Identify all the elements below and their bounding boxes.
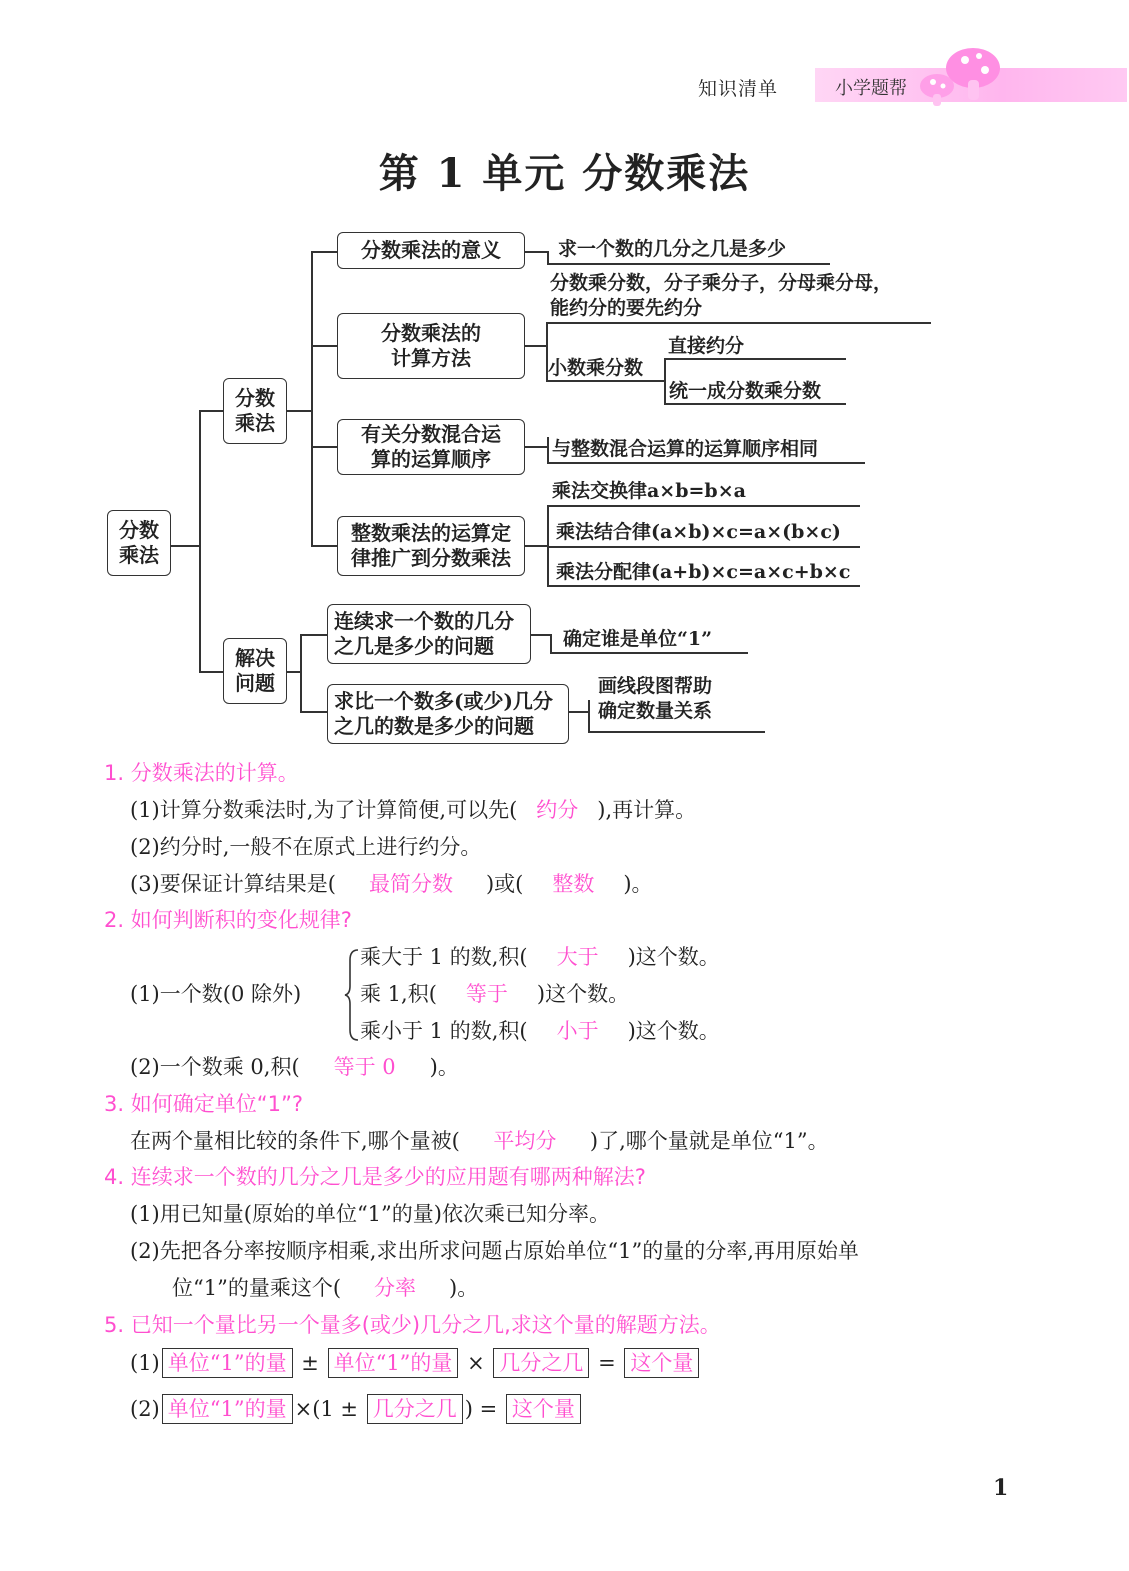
- q2-answer2: 等于: [465, 982, 508, 1006]
- mindmap-node-more-less: 求比一个数多(或少)几分 之几的数是多少的问题: [327, 684, 569, 744]
- mindmap-node-laws: 整数乘法的运算定 律推广到分数乘法: [337, 516, 525, 576]
- q1-answer2: 最简分数: [368, 872, 453, 896]
- mindmap-node-meaning: 分数乘法的意义: [337, 232, 525, 269]
- q2-title: 2. 如何判断积的变化规律?: [104, 908, 352, 932]
- mindmap-leaf-distributive: 乘法分配律(a+b)×c=a×c+b×c: [556, 561, 851, 583]
- q5-f1-box-c: 几分之几: [493, 1348, 589, 1378]
- q2-answer4: 等于 0: [333, 1055, 396, 1079]
- q4-line3: 位“1”的量乘这个( 分率 )。: [172, 1272, 478, 1302]
- mindmap-node-method: 分数乘法的 计算方法: [337, 313, 525, 379]
- header-left-text: 知识清单: [698, 78, 779, 100]
- q2-line1-head: (1)一个数(0 除外): [130, 982, 302, 1006]
- mindmap-node-successive: 连续求一个数的几分 之几是多少的问题: [327, 604, 531, 664]
- curly-brace: [344, 948, 360, 1042]
- q1-answer3: 整数: [552, 872, 595, 896]
- mindmap-branch-problems: 解决 问题: [223, 638, 287, 704]
- q5-f1-box-a: 单位“1”的量: [162, 1348, 293, 1378]
- mindmap-leaf-meaning: 求一个数的几分之几是多少: [558, 238, 787, 260]
- q4-title: 4. 连续求一个数的几分之几是多少的应用题有哪两种解法?: [104, 1165, 646, 1189]
- q2-case3: 乘小于 1 的数,积( 小于 )这个数。: [360, 1015, 720, 1045]
- q4-line2: (2)先把各分率按顺序相乘,求出所求问题占原始单位“1”的量的分率,再用原始单: [130, 1239, 859, 1263]
- header-right-text: 小学题帮: [835, 78, 907, 99]
- q5-f1-box-d: 这个量: [624, 1348, 699, 1378]
- mindmap-leaf-direct-reduce: 直接约分: [668, 335, 745, 357]
- mindmap-leaf-unify: 统一成分数乘分数: [669, 380, 822, 402]
- mushroom-icon: [915, 40, 1005, 112]
- q5-f2-box-a: 单位“1”的量: [162, 1394, 293, 1424]
- q4-line1: (1)用已知量(原始的单位“1”的量)依次乘已知分率。: [130, 1202, 610, 1226]
- q5-formula1: (1) 单位“1”的量 ± 单位“1”的量 × 几分之几 = 这个量: [130, 1348, 701, 1378]
- page-title: 第 1 单元 分数乘法: [378, 150, 751, 197]
- q4-answer: 分率: [374, 1276, 417, 1300]
- mindmap-leaf-associative: 乘法结合律(a×b)×c=a×(b×c): [556, 521, 841, 543]
- q1-line1: (1)计算分数乘法时,为了计算简便,可以先( 约分 ),再计算。: [130, 794, 696, 824]
- q3-answer: 平均分: [493, 1129, 557, 1153]
- mindmap-branch-multiplication: 分数 乘法: [223, 378, 287, 444]
- page-number: 1: [993, 1475, 1009, 1501]
- q1-line2: (2)约分时,一般不在原式上进行约分。: [130, 835, 482, 859]
- mindmap-leaf-commutative: 乘法交换律a×b=b×a: [552, 480, 746, 502]
- q2-line2: (2)一个数乘 0,积( 等于 0 )。: [130, 1051, 459, 1081]
- q3-line1: 在两个量相比较的条件下,哪个量被( 平均分 )了,哪个量就是单位“1”。: [130, 1125, 829, 1155]
- q1-line3: (3)要保证计算结果是( 最简分数 )或( 整数 )。: [130, 868, 653, 898]
- q2-answer1: 大于: [556, 945, 599, 969]
- q5-formula2: (2) 单位“1”的量 ×(1 ± 几分之几 ) = 这个量: [130, 1394, 583, 1424]
- q2-answer3: 小于: [556, 1019, 599, 1043]
- q1-answer1: 约分: [536, 798, 579, 822]
- q2-case2: 乘 1,积( 等于 )这个数。: [360, 978, 629, 1008]
- q2-case1: 乘大于 1 的数,积( 大于 )这个数。: [360, 941, 720, 971]
- q5-f1-box-b: 单位“1”的量: [328, 1348, 459, 1378]
- mindmap-leaf-fraction-rule: 分数乘分数，分子乘分子，分母乘分母， 能约分的要先约分: [550, 272, 893, 319]
- q5-f2-box-b: 几分之几: [367, 1394, 463, 1424]
- q3-title: 3. 如何确定单位“1”?: [104, 1092, 303, 1116]
- q5-f2-box-c: 这个量: [506, 1394, 581, 1424]
- mindmap-leaf-order: 与整数混合运算的运算顺序相同: [552, 438, 819, 460]
- mindmap-leaf-unit-one: 确定谁是单位“1”: [563, 628, 713, 650]
- q1-title: 1. 分数乘法的计算。: [104, 761, 299, 785]
- mindmap-node-order: 有关分数混合运 算的运算顺序: [337, 419, 525, 475]
- mindmap-leaf-decimal: 小数乘分数: [548, 357, 644, 379]
- mindmap-leaf-line-diagram: 画线段图帮助 确定数量关系: [598, 675, 713, 722]
- q5-title: 5. 已知一个量比另一个量多(或少)几分之几,求这个量的解题方法。: [104, 1313, 721, 1337]
- mindmap-root: 分数 乘法: [107, 510, 171, 576]
